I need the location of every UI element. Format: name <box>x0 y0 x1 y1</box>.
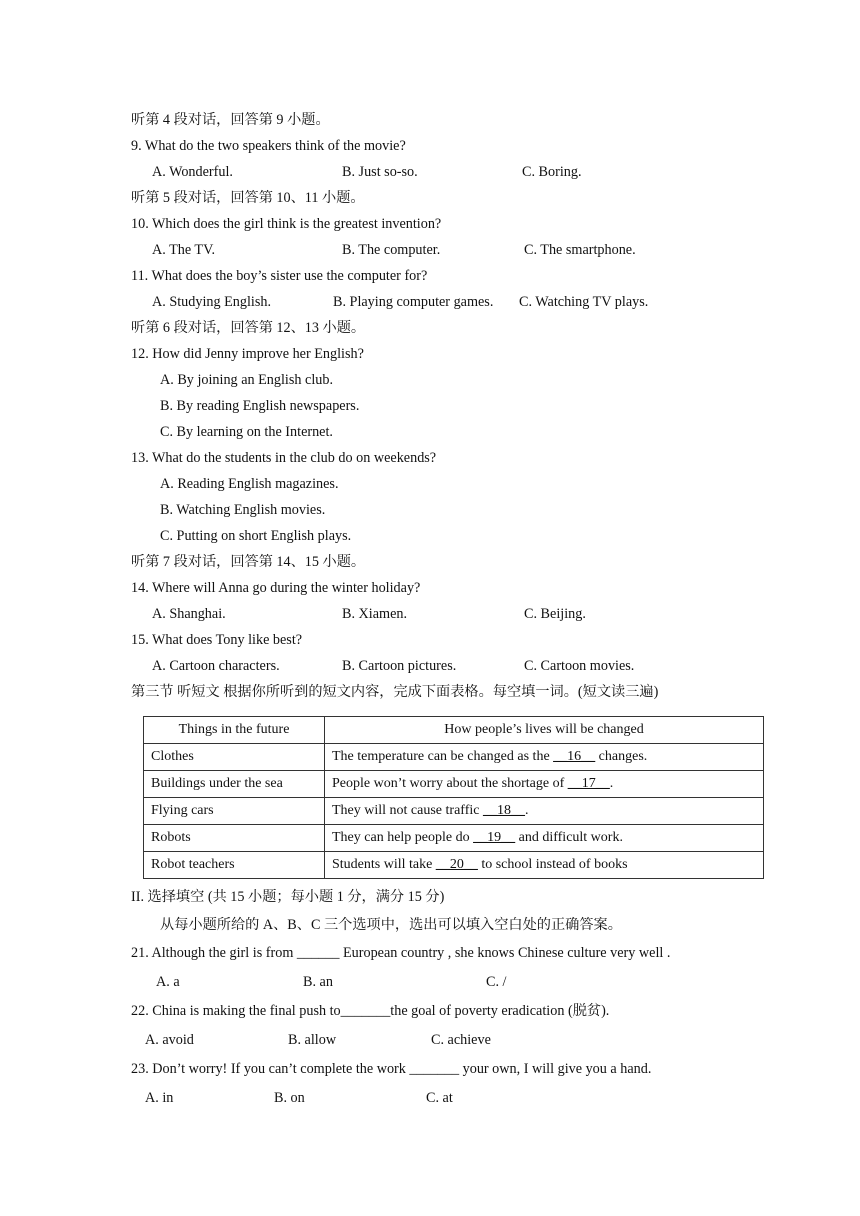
part-2-instruction: 从每小题所给的 A、B、C 三个选项中，选出可以填入空白处的正确答案。 <box>160 917 622 933</box>
question-13: 13. What do the students in the club do on weekends? <box>131 450 437 466</box>
table-cell-change <box>325 825 764 852</box>
cell-text: . <box>609 776 614 791</box>
option-14b: B. Xiamen. <box>342 606 408 622</box>
cell-text: People won’t worry about the shortage of <box>332 776 568 791</box>
cell-text: They can help people do <box>332 830 474 845</box>
answer-blank-18[interactable]: __18__ <box>482 803 525 818</box>
option-21b: B. an <box>303 974 333 990</box>
option-12b: B. By reading English newspapers. <box>160 398 360 414</box>
table-row <box>144 825 764 852</box>
question-21: 21. Although the girl is from ______ European country , she knows Chinese culture very well . <box>131 945 671 961</box>
table-cell-thing: Clothes <box>144 744 325 771</box>
answer-blank-20[interactable]: __20__ <box>435 857 478 872</box>
answer-blank-16[interactable]: __16__ <box>553 749 596 764</box>
option-11b: B. Playing computer games. <box>333 294 494 310</box>
part-2-heading: II. 选择填空 (共 15 小题；每小题 1 分，满分 15 分) <box>131 889 445 905</box>
question-23: 23. Don’t worry! If you can’t complete the work _______ your own, I will give you a hand. <box>131 1061 652 1077</box>
table-row <box>144 852 764 879</box>
option-23c: C. at <box>426 1090 453 1106</box>
option-15c: C. Cartoon movies. <box>524 658 635 674</box>
option-9a: A. Wonderful. <box>152 164 233 180</box>
cell-text: to school instead of books <box>477 857 628 872</box>
table-row <box>144 771 764 798</box>
option-22b: B. allow <box>288 1032 337 1048</box>
section-header-dialog-7: 听第 7 段对话，回答第 14、15 小题。 <box>131 554 366 570</box>
table-cell-change <box>325 744 764 771</box>
table-header-things: Things in the future <box>144 717 325 744</box>
option-13b: B. Watching English movies. <box>160 502 326 518</box>
option-13c: C. Putting on short English plays. <box>160 528 352 544</box>
option-15b: B. Cartoon pictures. <box>342 658 457 674</box>
option-21c: C. / <box>486 974 507 990</box>
option-23b: B. on <box>274 1090 305 1106</box>
option-22a: A. avoid <box>145 1032 194 1048</box>
option-13a: A. Reading English magazines. <box>160 476 339 492</box>
option-15a: A. Cartoon characters. <box>152 658 280 674</box>
cell-text: . <box>524 803 529 818</box>
option-9c: C. Boring. <box>522 164 582 180</box>
option-11a: A. Studying English. <box>152 294 272 310</box>
table-cell-change <box>325 798 764 825</box>
option-9b: B. Just so-so. <box>342 164 418 180</box>
question-9: 9. What do the two speakers think of the movie? <box>131 138 406 154</box>
option-10b: B. The computer. <box>342 242 441 258</box>
option-14c: C. Beijing. <box>524 606 586 622</box>
answer-blank-19[interactable]: __19__ <box>473 830 516 845</box>
question-15: 15. What does Tony like best? <box>131 632 303 648</box>
cell-text: and difficult work. <box>515 830 623 845</box>
section-header-dialog-4: 听第 4 段对话，回答第 9 小题。 <box>131 112 330 128</box>
question-22: 22. China is making the final push to_______the goal of poverty eradication (脱贫). <box>131 1003 610 1019</box>
option-23a: A. in <box>145 1090 174 1106</box>
table-row <box>144 798 764 825</box>
section-3-heading: 第三节 听短文 根据你所听到的短文内容，完成下面表格。每空填一词。(短文读三遍) <box>131 684 659 700</box>
question-10: 10. Which does the girl think is the greatest invention? <box>131 216 442 232</box>
section-header-dialog-5: 听第 5 段对话，回答第 10、11 小题。 <box>131 190 365 206</box>
table-cell-change <box>325 852 764 879</box>
option-10c: C. The smartphone. <box>524 242 636 258</box>
table-cell-thing: Robot teachers <box>144 852 325 879</box>
option-14a: A. Shanghai. <box>152 606 226 622</box>
table-row <box>144 744 764 771</box>
table-header-row <box>144 717 764 744</box>
cell-text: changes. <box>595 749 648 764</box>
question-14: 14. Where will Anna go during the winter holiday? <box>131 580 421 596</box>
option-10a: A. The TV. <box>152 242 216 258</box>
answer-blank-17[interactable]: __17__ <box>567 776 610 791</box>
table-cell-thing: Flying cars <box>144 798 325 825</box>
cell-text: The temperature can be changed as the <box>332 749 554 764</box>
table-cell-thing: Buildings under the sea <box>144 771 325 798</box>
option-11c: C. Watching TV plays. <box>519 294 649 310</box>
cell-text: They will not cause traffic <box>332 803 483 818</box>
option-21a: A. a <box>156 974 180 990</box>
table-cell-change <box>325 771 764 798</box>
table-cell-thing: Robots <box>144 825 325 852</box>
section-header-dialog-6: 听第 6 段对话，回答第 12、13 小题。 <box>131 320 366 336</box>
table-header-changes: How people’s lives will be changed <box>325 717 764 744</box>
fill-in-table <box>143 716 764 879</box>
option-12c: C. By learning on the Internet. <box>160 424 333 440</box>
option-22c: C. achieve <box>431 1032 491 1048</box>
cell-text: Students will take <box>332 857 436 872</box>
question-11: 11. What does the boy’s sister use the computer for? <box>131 268 428 284</box>
question-12: 12. How did Jenny improve her English? <box>131 346 364 362</box>
option-12a: A. By joining an English club. <box>160 372 334 388</box>
